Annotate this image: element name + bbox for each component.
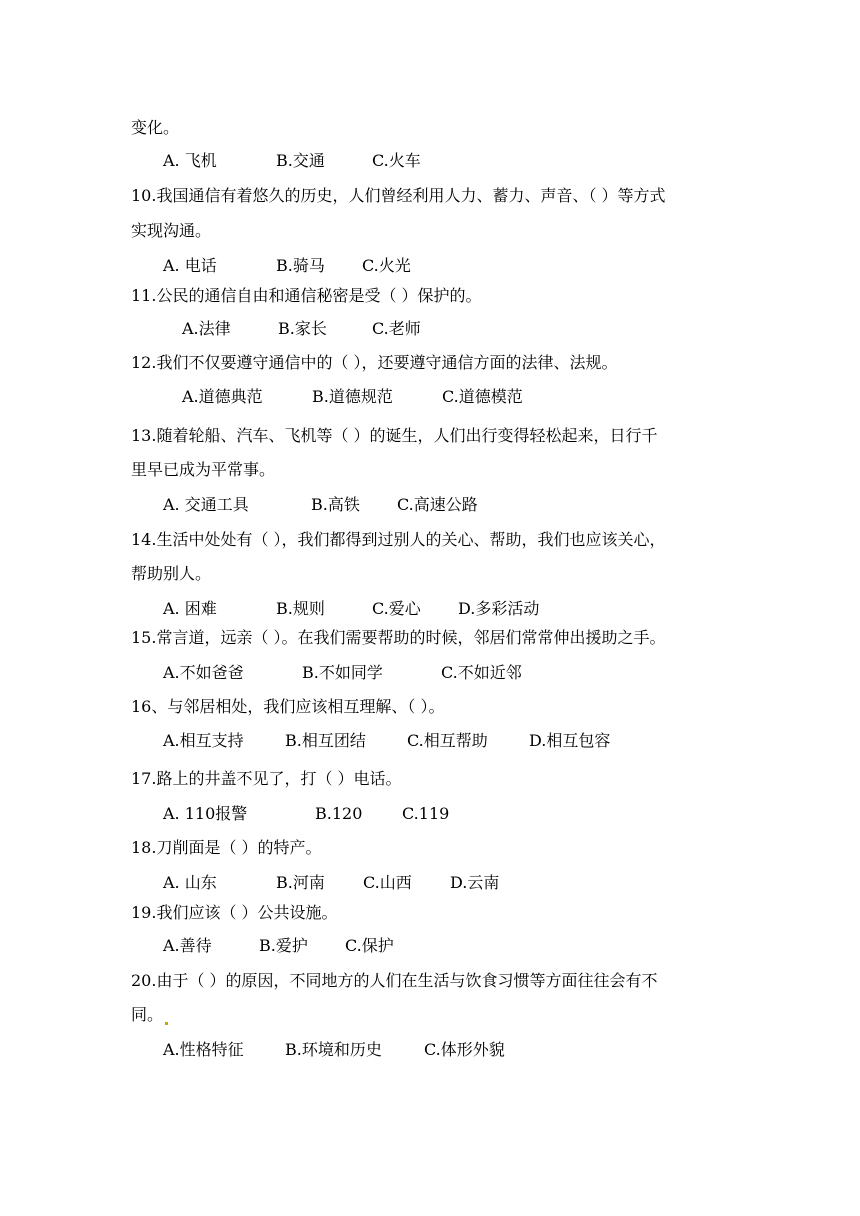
question-13-options bbox=[163, 495, 478, 515]
option-d: D.多彩活动 bbox=[458, 599, 540, 618]
question-18: 18.刀削面是（ ）的特产。 bbox=[131, 838, 322, 857]
question-11: 11.公民的通信自由和通信秘密是受（ ）保护的。 bbox=[131, 286, 482, 305]
option-d: D.云南 bbox=[450, 873, 500, 892]
option-c: C.山西 bbox=[363, 873, 412, 892]
option-b: B.道德规范 bbox=[312, 387, 393, 406]
question-13: 13.随着轮船、汽车、飞机等（ ）的诞生，人们出行变得轻松起来，日行千 bbox=[131, 426, 658, 445]
option-c: C.道德模范 bbox=[442, 387, 523, 406]
question-19-options bbox=[163, 936, 394, 956]
option-a: A. 电话 bbox=[163, 256, 217, 275]
option-b: B.河南 bbox=[276, 873, 325, 892]
option-d: D.相互包容 bbox=[529, 731, 611, 750]
option-b: B.爱护 bbox=[259, 936, 308, 955]
question-15-options bbox=[163, 663, 522, 683]
option-c: C.保护 bbox=[345, 936, 394, 955]
question-17: 17.路上的井盖不见了，打（ ）电话。 bbox=[131, 769, 402, 788]
question-14-continuation: 帮助别人。 bbox=[131, 564, 212, 583]
option-a: A.善待 bbox=[163, 936, 212, 955]
question-18-options bbox=[163, 873, 499, 893]
question-11-options bbox=[182, 319, 421, 339]
question-20-options bbox=[163, 1040, 505, 1060]
option-a: A.性格特征 bbox=[163, 1040, 244, 1059]
question-16: 16、与邻居相处，我们应该相互理解、（ ）。 bbox=[131, 697, 445, 716]
question-19: 19.我们应该（ ）公共设施。 bbox=[131, 903, 338, 922]
option-a: A. 山东 bbox=[163, 873, 217, 892]
question-13-continuation: 里早已成为平常事。 bbox=[131, 460, 276, 479]
option-a: A. 110报警 bbox=[163, 804, 248, 823]
option-c: C.火光 bbox=[362, 256, 411, 275]
option-b: B.骑马 bbox=[276, 256, 325, 275]
option-c: C.体形外貌 bbox=[424, 1040, 505, 1059]
option-b: B.120 bbox=[315, 804, 363, 823]
option-b: B.交通 bbox=[276, 151, 325, 170]
question-9-continuation: 变化。 bbox=[131, 118, 180, 137]
option-c: C.爱心 bbox=[372, 599, 421, 618]
option-a: A.不如爸爸 bbox=[163, 663, 244, 682]
option-b: B.规则 bbox=[276, 599, 325, 618]
question-10-continuation: 实现沟通。 bbox=[131, 221, 212, 240]
question-12-options bbox=[182, 387, 523, 407]
question-20: 20.由于（ ）的原因，不同地方的人们在生活与饮食习惯等方面往往会有不 bbox=[131, 971, 658, 990]
option-a: A. 交通工具 bbox=[163, 495, 249, 514]
question-20-continuation bbox=[131, 1005, 168, 1025]
option-b: B.不如同学 bbox=[302, 663, 383, 682]
question-14: 14.生活中处处有（ ），我们都得到过别人的关心、帮助，我们也应该关心， bbox=[131, 530, 666, 549]
option-b: B.相互团结 bbox=[285, 731, 366, 750]
option-b: B.高铁 bbox=[311, 495, 360, 514]
question-16-options bbox=[163, 731, 610, 751]
edit-mark-icon bbox=[165, 1022, 168, 1025]
option-c: C.119 bbox=[402, 804, 450, 823]
question-14-options bbox=[163, 599, 539, 619]
option-c: C.不如近邻 bbox=[441, 663, 522, 682]
continuation-text: 同。 bbox=[131, 1005, 164, 1024]
option-c: C.相互帮助 bbox=[407, 731, 488, 750]
question-17-options bbox=[163, 804, 449, 824]
option-b: B.环境和历史 bbox=[285, 1040, 382, 1059]
option-a: A.相互支持 bbox=[163, 731, 244, 750]
option-a: A.道德典范 bbox=[182, 387, 263, 406]
question-10: 10.我国通信有着悠久的历史，人们曾经利用人力、蓄力、声音、（ ）等方式 bbox=[131, 186, 666, 205]
option-c: C.高速公路 bbox=[397, 495, 478, 514]
option-a: A.法律 bbox=[182, 319, 231, 338]
option-c: C.火车 bbox=[372, 151, 421, 170]
question-10-options bbox=[163, 256, 411, 276]
option-a: A. 困难 bbox=[163, 599, 217, 618]
question-15: 15.常言道，远亲（ ）。在我们需要帮助的时候，邻居们常常伸出援助之手。 bbox=[131, 628, 666, 647]
question-12: 12.我们不仅要遵守通信中的（ ），还要遵守通信方面的法律、法规。 bbox=[131, 353, 618, 372]
option-a: A. 飞机 bbox=[163, 151, 217, 170]
question-9-options bbox=[163, 151, 421, 171]
option-c: C.老师 bbox=[372, 319, 421, 338]
option-b: B.家长 bbox=[278, 319, 327, 338]
